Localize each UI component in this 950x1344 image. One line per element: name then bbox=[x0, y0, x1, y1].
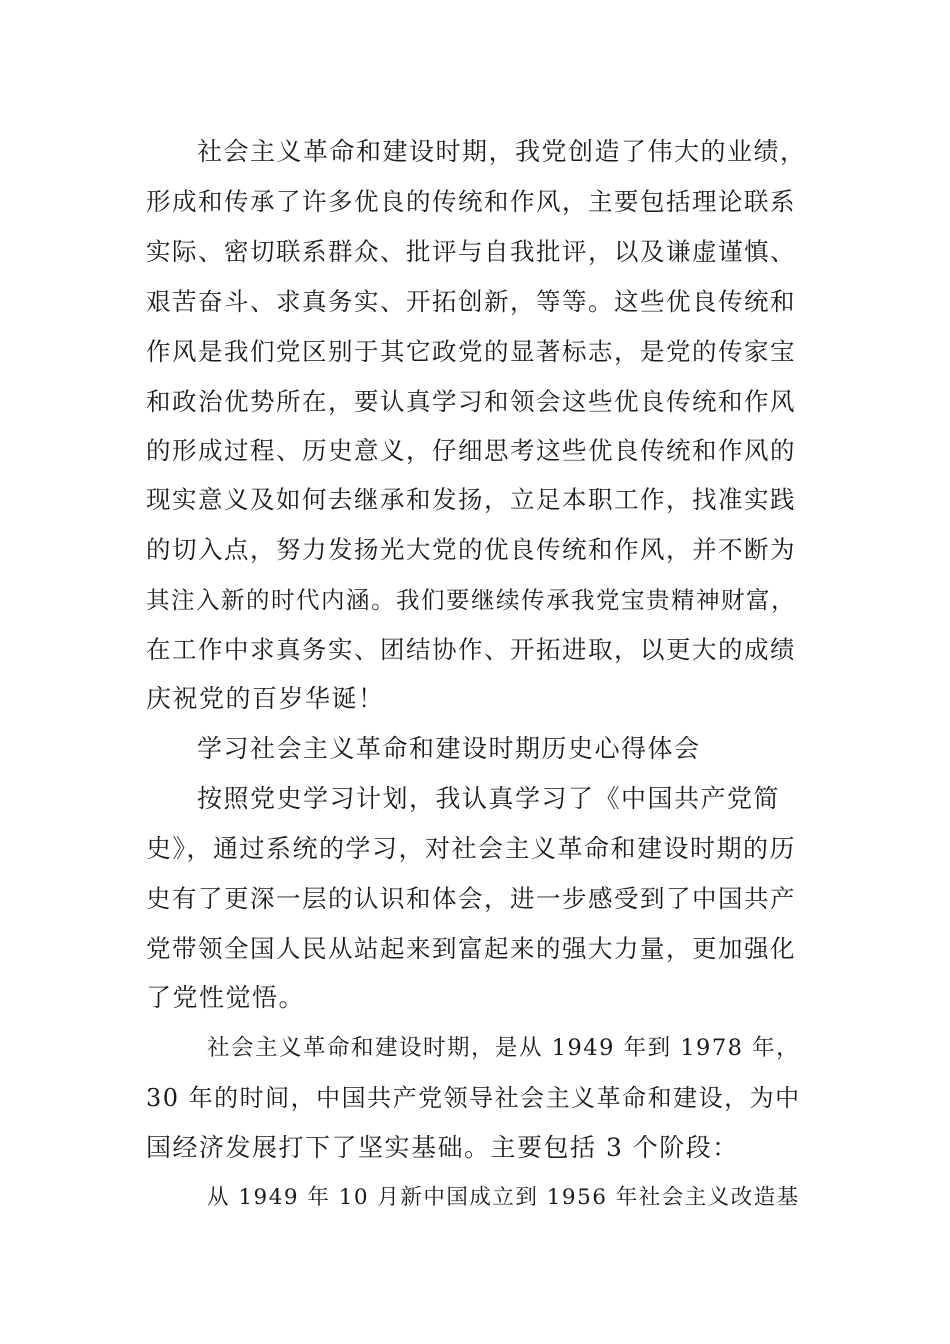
paragraph-line: 庆祝党的百岁华诞！ bbox=[146, 684, 385, 713]
paragraph-line: 形成和传承了许多优良的传统和作风，主要包括理论联系 bbox=[146, 187, 796, 216]
paragraph-line: 作风是我们党区别于其它政党的显著标志，是党的传家宝 bbox=[146, 337, 796, 366]
paragraph-line: 社会主义革命和建设时期，我党创造了伟大的业绩， bbox=[197, 137, 807, 166]
paragraph-line: 国经济发展打下了坚实基础。主要包括 3 个阶段： bbox=[146, 1133, 739, 1162]
paragraph-line: 在工作中求真务实、团结协作、开拓进取，以更大的成绩 bbox=[146, 635, 796, 664]
paragraph-line: 了党性觉悟。 bbox=[146, 983, 306, 1012]
paragraph-line: 按照党史学习计划，我认真学习了《中国共产党简 bbox=[197, 784, 781, 813]
paragraph-line: 党带领全国人民从站起来到富起来的强大力量，更加强化 bbox=[146, 934, 796, 963]
paragraph-line: 的切入点，努力发扬光大党的优良传统和作风，并不断为 bbox=[146, 535, 796, 564]
paragraph-line: 现实意义及如何去继承和发扬，立足本职工作，找准实践 bbox=[146, 485, 796, 514]
paragraph-line: 社会主义革命和建设时期，是从 1949 年到 1978 年， bbox=[207, 1035, 801, 1061]
paragraph-line: 艰苦奋斗、求真务实、开拓创新，等等。这些优良传统和 bbox=[146, 287, 796, 316]
paragraph-line: 和政治优势所在，要认真学习和领会这些优良传统和作风 bbox=[146, 387, 796, 416]
paragraph-line: 实际、密切联系群众、批评与自我批评，以及谦虚谨慎、 bbox=[146, 237, 796, 266]
paragraph-line: 的形成过程、历史意义，仔细思考这些优良传统和作风的 bbox=[146, 436, 796, 465]
paragraph-line: 史有了更深一层的认识和体会，进一步感受到了中国共产 bbox=[146, 884, 796, 913]
paragraph-line: 其注入新的时代内涵。我们要继续传承我党宝贵精神财富， bbox=[146, 586, 796, 614]
paragraph-line: 30 年的时间，中国共产党领导社会主义革命和建设，为中 bbox=[146, 1084, 801, 1112]
paragraph-line: 从 1949 年 10 月新中国成立到 1956 年社会主义改造基 bbox=[207, 1185, 800, 1210]
section-title: 学习社会主义革命和建设时期历史心得体会 bbox=[197, 734, 701, 763]
paragraph-line: 史》，通过系统的学习，对社会主义革命和建设时期的历 bbox=[146, 834, 797, 863]
